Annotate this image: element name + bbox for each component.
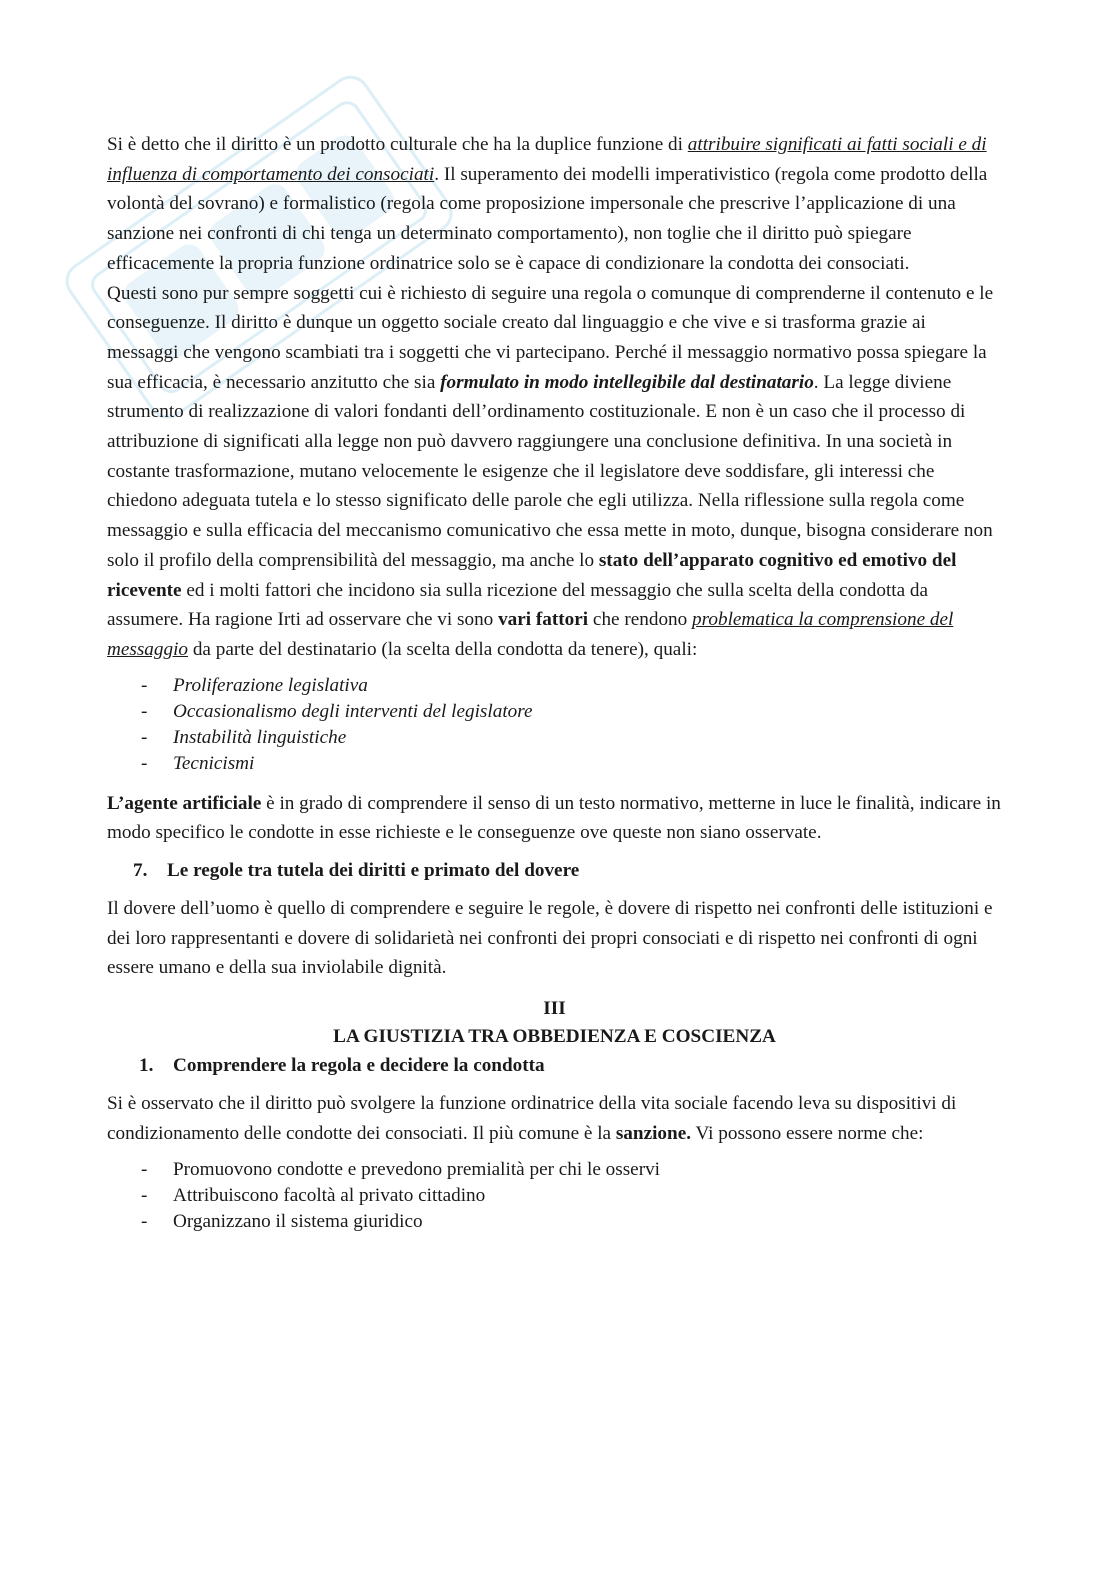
section-heading-7: 7. Le regole tra tutela dei diritti e primato del dovere: [133, 860, 580, 882]
document-page: [107, 130, 1002, 1235]
list-item: - Promuovono condotte e prevedono premialità per chi le osservi: [141, 1158, 661, 1180]
factors-list: [107, 673, 1002, 777]
list-item: - Tecnicismi: [141, 752, 255, 774]
paragraph-sanction: Si è osservato che il diritto può svolgere la funzione ordinatrice della vita sociale facendo leva su dispositivi di condizionamento delle condotte dei consociati. Il più comune è la sanzione. Vi possono essere norme che:: [107, 1093, 957, 1144]
bold-phrase: vari fattori: [498, 609, 589, 631]
underlined-phrase: attribuire significati ai fatti sociali e di influenza di comportamento dei consociati: [107, 134, 987, 185]
paragraph-intro: Si è detto che il diritto è un prodotto culturale che ha la duplice funzione di attribuire significati ai fatti sociali e di influenza di comportamento dei consociati. Il superamento dei modelli imperativistico (regola come prodotto della volontà del sovrano) e formalistico (regola come proposizione impersonale che prescrive l’applicazione di una sanzione nei confronti di chi tenga un determinato comportamento), non toglie che il diritto può spiegare efficacemente la propria funzione ordinatrice solo se è capace di condizionare la condotta dei consociati.: [107, 134, 988, 274]
underlined-phrase: problematica la comprensione del messaggio: [107, 609, 954, 660]
list-item: - Proliferazione legislativa: [141, 674, 368, 696]
list-item: - Organizzano il sistema giuridico: [141, 1210, 423, 1232]
chapter-title: LA GIUSTIZIA TRA OBBEDIENZA E COSCIENZA: [333, 1026, 776, 1048]
bold-phrase: stato dell’apparato cognitivo ed emotivo del ricevente: [107, 549, 957, 601]
list-item: - Instabilità linguistiche: [141, 726, 347, 748]
paragraph-duty: Il dovere dell’uomo è quello di comprendere e seguire le regole, è dovere di rispetto nei confronti delle istituzioni e dei loro rappresentanti e dovere di solidarietà nei confronti dei propri consociati e di rispetto nei confronti di ogni essere umano e della sua inviolabile dignità.: [107, 898, 993, 979]
chapter-number: III: [543, 998, 566, 1020]
paragraph-artificial-agent: L’agente artificiale è in grado di comprendere il senso di un testo normativo, metterne in luce le finalità, indicare in modo specifico le condotte in esse richieste e le conseguenze ove queste non siano osservate.: [107, 792, 1001, 844]
norms-list: [107, 1157, 1002, 1235]
list-item: - Occasionalismo degli interventi del legislatore: [141, 700, 533, 722]
section-heading-1: 1. Comprendere la regola e decidere la condotta: [139, 1055, 545, 1077]
bold-phrase: sanzione.: [615, 1122, 692, 1144]
bold-phrase: L’agente artificiale: [107, 792, 262, 814]
paragraph-message: Questi sono pur sempre soggetti cui è richiesto di seguire una regola o comunque di comprenderne il contenuto e le conseguenze. Il diritto è dunque un oggetto sociale creato dal linguaggio e che vive e si trasforma grazie ai messaggi che vengono scambiati tra i soggetti che vi partecipano. Perché il messaggio normativo possa spiegare la sua efficacia, è necessario anzitutto che sia formulato in modo intellegibile dal destinatario. La legge diviene strumento di realizzazione di valori fondanti dell’ordinamento costituzionale. E non è un caso che il processo di attribuzione di significati alla legge non può davvero raggiungere una conclusione definitiva. In una società in costante trasformazione, mutano velocemente le esigenze che il legislatore deve soddisfare, gli interessi che chiedono adeguata tutela e lo stesso significato delle parole che egli utilizza. Nella riflessione sulla regola come messaggio e sulla efficacia del meccanismo comunicativo che essa mette in moto, dunque, bisogna considerare non solo il profilo della comprensibilità del messaggio, ma anche lo stato dell’apparato cognitivo ed emotivo del ricevente ed i molti fattori che incidono sia sulla ricezione del messaggio che sulla scelta della condotta da assumere. Ha ragione Irti ad osservare che vi sono vari fattori che rendono problematica la comprensione del messaggio da parte del destinatario (la scelta della condotta da tenere), quali:: [107, 282, 994, 660]
bold-italic-phrase: formulato in modo intellegibile dal destinatario: [440, 371, 814, 393]
list-item: - Attribuiscono facoltà al privato cittadino: [141, 1184, 486, 1206]
